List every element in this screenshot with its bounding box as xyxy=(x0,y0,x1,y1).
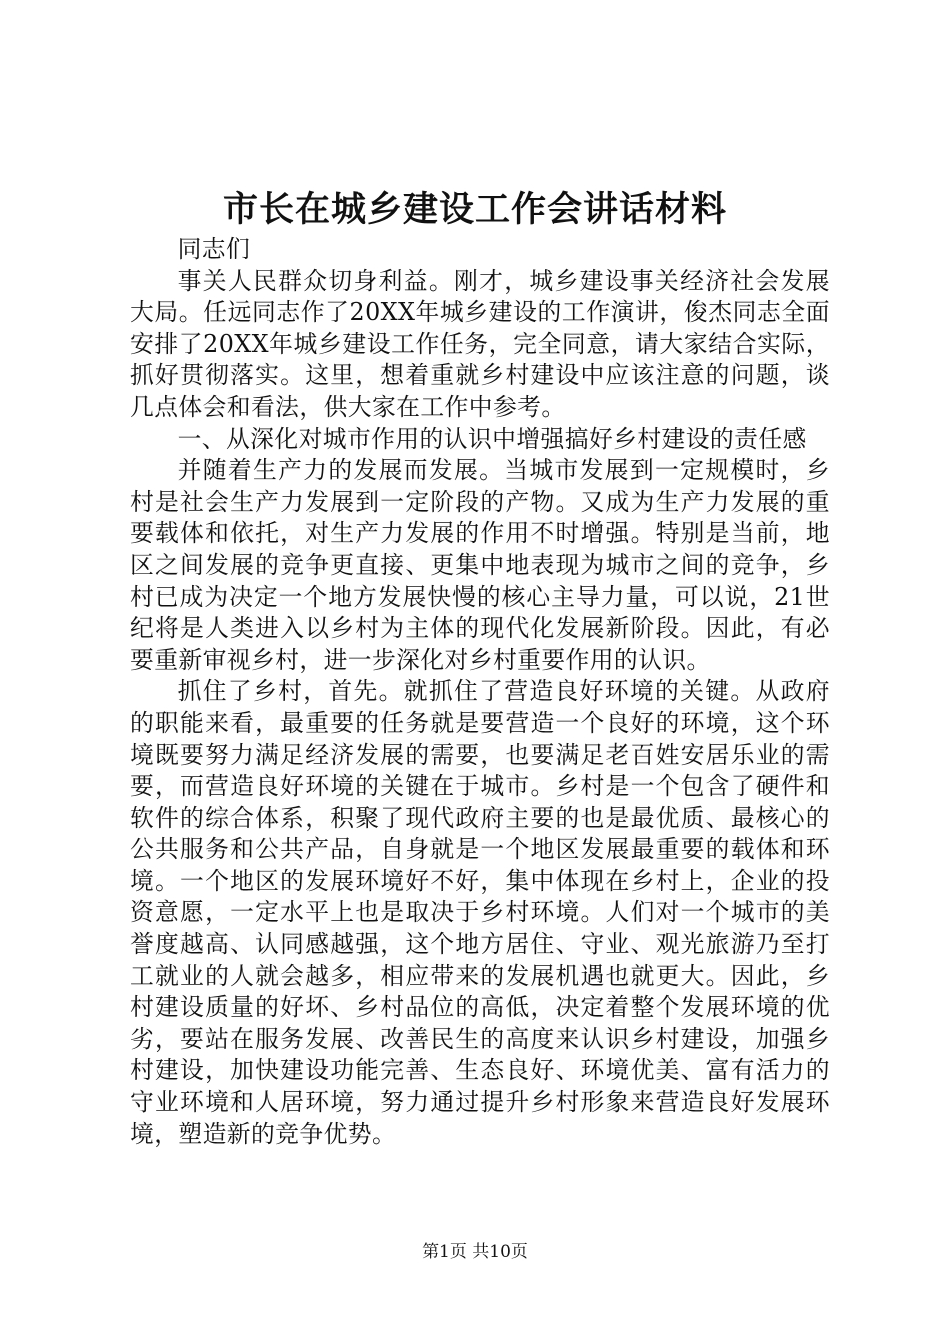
document-body xyxy=(130,234,830,1150)
body-paragraph: 事关人民群众切身利益。刚才，城乡建设事关经济社会发展大局。任远同志作了20XX年城乡建设的工作演讲，俊杰同志全面安排了20XX年城乡建设工作任务，完全同意，请大家结合实际，抓好贯彻落实。这里，想着重就乡村建设中应该注意的问题，谈几点体会和看法，供大家在工作中参考。 xyxy=(130,266,830,421)
section-heading: 一、从深化对城市作用的认识中增强搞好乡村建设的责任感 xyxy=(177,424,807,453)
body-paragraph: 并随着生产力的发展而发展。当城市发展到一定规模时，乡村是社会生产力发展到一定阶段的产物。又成为生产力发展的重要载体和依托，对生产力发展的作用不时增强。特别是当前，地区之间发展的竞争更直接、更集中地表现为城市之间的竞争，乡村已成为决定一个地方发展快慢的核心主导力量，可以说，21世纪将是人类进入以乡村为主体的现代化发展新阶段。因此，有必要重新审视乡村，进一步深化对乡村重要作用的认识。 xyxy=(130,456,830,674)
salutation-paragraph: 同志们 xyxy=(177,235,251,263)
document-title: 市长在城乡建设工作会讲话材料 xyxy=(222,189,727,230)
page-number: 第1页 共10页 xyxy=(422,1242,528,1262)
body-paragraph: 抓住了乡村，首先。就抓住了营造良好环境的关键。从政府的职能来看，最重要的任务就是要营造一个良好的环境，这个环境既要努力满足经济发展的需要，也要满足老百姓安居乐业的需要，而营造良好环境的关键在于城市。乡村是一个包含了硬件和软件的综合体系，积聚了现代政府主要的也是最优质、最核心的公共服务和公共产品，自身就是一个地区发展最重要的载体和环境。一个地区的发展环境好不好，集中体现在乡村上，企业的投资意愿，一定水平上也是取决于乡村环境。人们对一个城市的美誉度越高、认同感越强，这个地方居住、守业、观光旅游乃至打工就业的人就会越多，相应带来的发展机遇也就更大。因此，乡村建设质量的好坏、乡村品位的高低，决定着整个发展环境的优劣，要站在服务发展、改善民生的高度来认识乡村建设，加强乡村建设，加快建设功能完善、生态良好、环境优美、富有活力的守业环境和人居环境，努力通过提升乡村形象来营造良好发展环境，塑造新的竞争优势。 xyxy=(130,677,830,1148)
